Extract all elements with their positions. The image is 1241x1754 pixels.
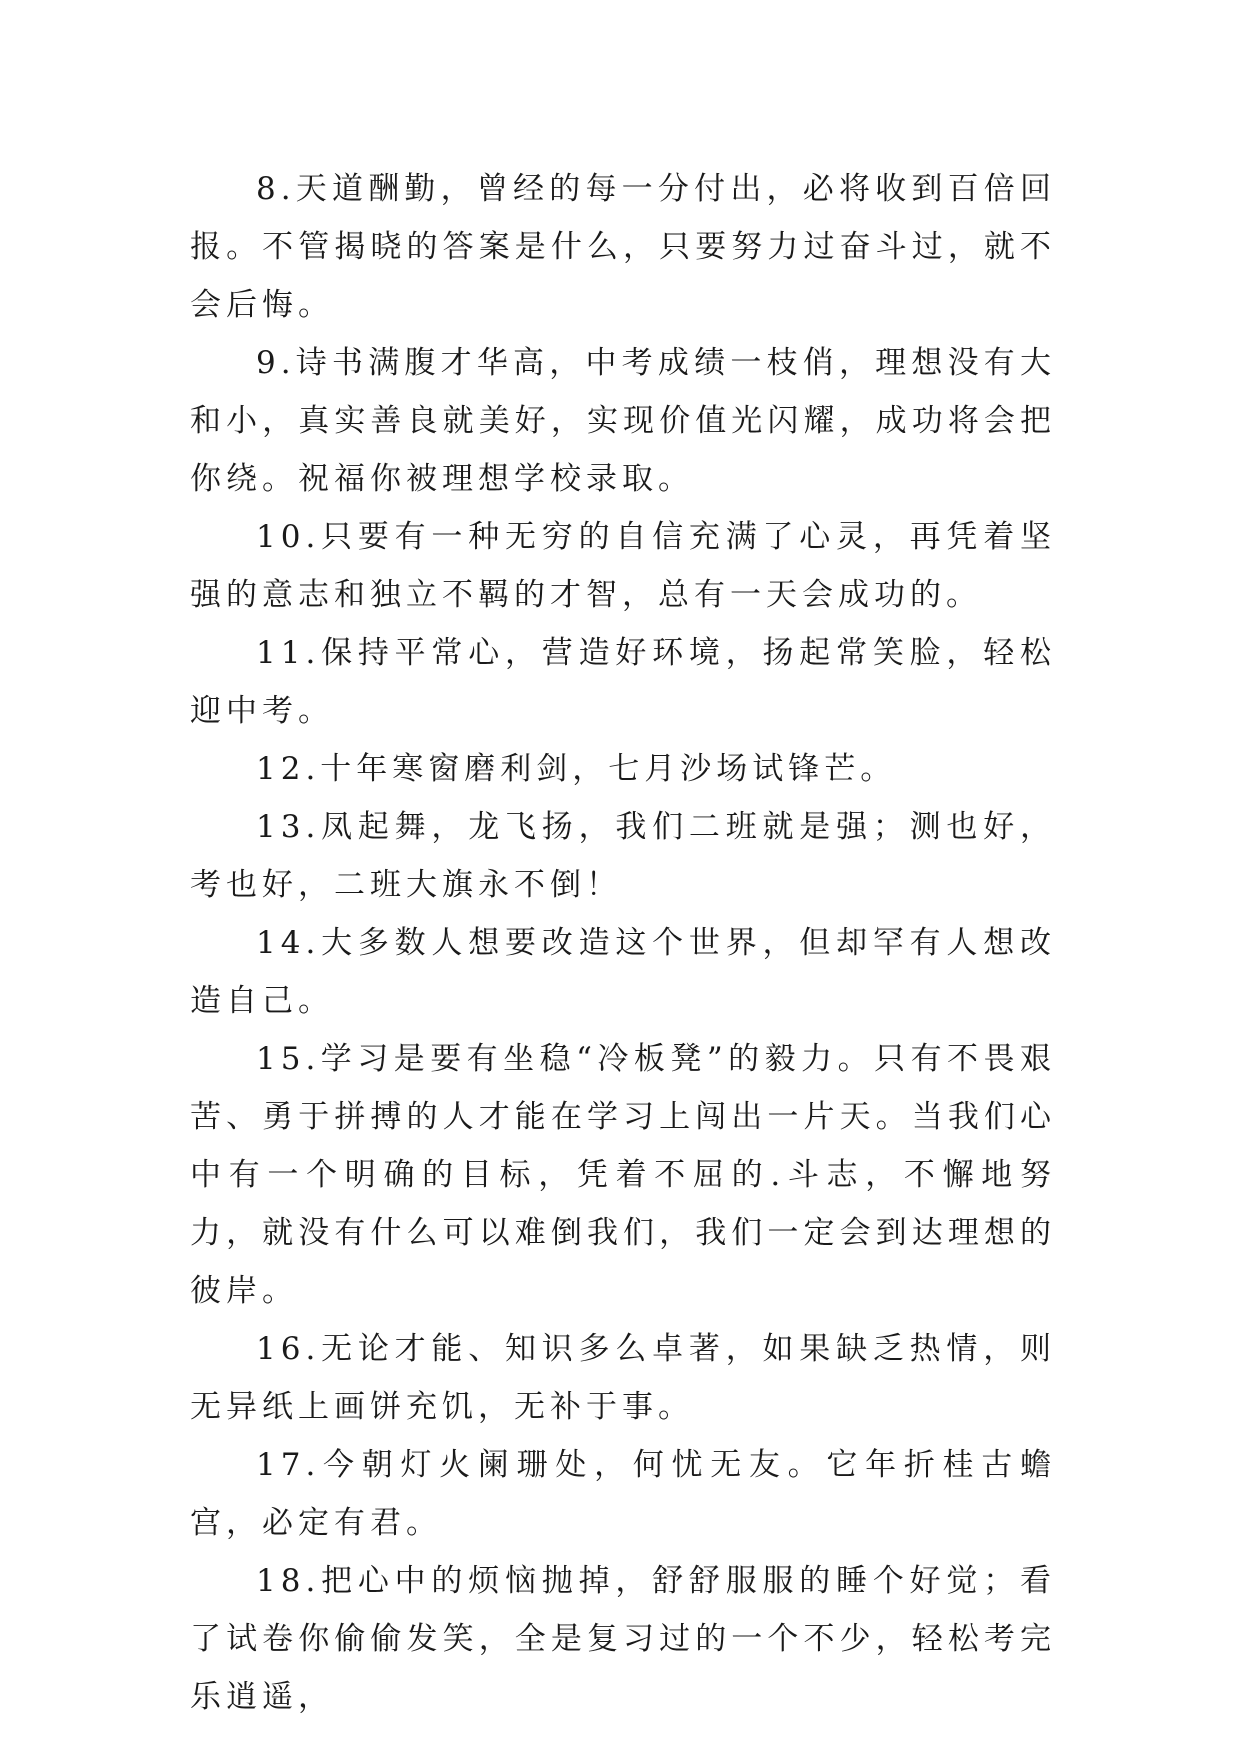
paragraph-14: 14.大多数人想要改造这个世界，但却罕有人想改造自己。 xyxy=(190,925,1056,1019)
paragraph-10: 10.只要有一种无穷的自信充满了心灵，再凭着坚强的意志和独立不羁的才智，总有一天会成功的。 xyxy=(190,519,1056,613)
paragraph-17: 17.今朝灯火阑珊处，何忧无友。它年折桂古蟾宫，必定有君。 xyxy=(190,1447,1056,1541)
paragraph-8: 8.天道酬勤，曾经的每一分付出，必将收到百倍回报。不管揭晓的答案是什么，只要努力过奋斗过，就不会后悔。 xyxy=(190,171,1056,323)
paragraph-11: 11.保持平常心，营造好环境，扬起常笑脸，轻松迎中考。 xyxy=(190,635,1056,729)
paragraph-13: 13.凤起舞，龙飞扬，我们二班就是强；测也好，考也好，二班大旗永不倒！ xyxy=(190,809,1056,903)
document-body xyxy=(190,160,1056,1726)
paragraph-18: 18.把心中的烦恼抛掉，舒舒服服的睡个好觉；看了试卷你偷偷发笑，全是复习过的一个不少，轻松考完乐逍遥， xyxy=(190,1563,1056,1715)
paragraph-15: 15.学习是要有坐稳“冷板凳”的毅力。只有不畏艰苦、勇于拼搏的人才能在学习上闯出一片天。当我们心中有一个明确的目标，凭着不屈的.斗志，不懈地努力，就没有什么可以难倒我们，我们一定会到达理想的彼岸。 xyxy=(190,1041,1056,1309)
paragraph-16: 16.无论才能、知识多么卓著，如果缺乏热情，则无异纸上画饼充饥，无补于事。 xyxy=(190,1331,1056,1425)
paragraph-12: 12.十年寒窗磨利剑，七月沙场试锋芒。 xyxy=(256,751,897,787)
paragraph-9: 9.诗书满腹才华高，中考成绩一枝俏，理想没有大和小，真实善良就美好，实现价值光闪耀，成功将会把你绕。祝福你被理想学校录取。 xyxy=(190,345,1056,497)
